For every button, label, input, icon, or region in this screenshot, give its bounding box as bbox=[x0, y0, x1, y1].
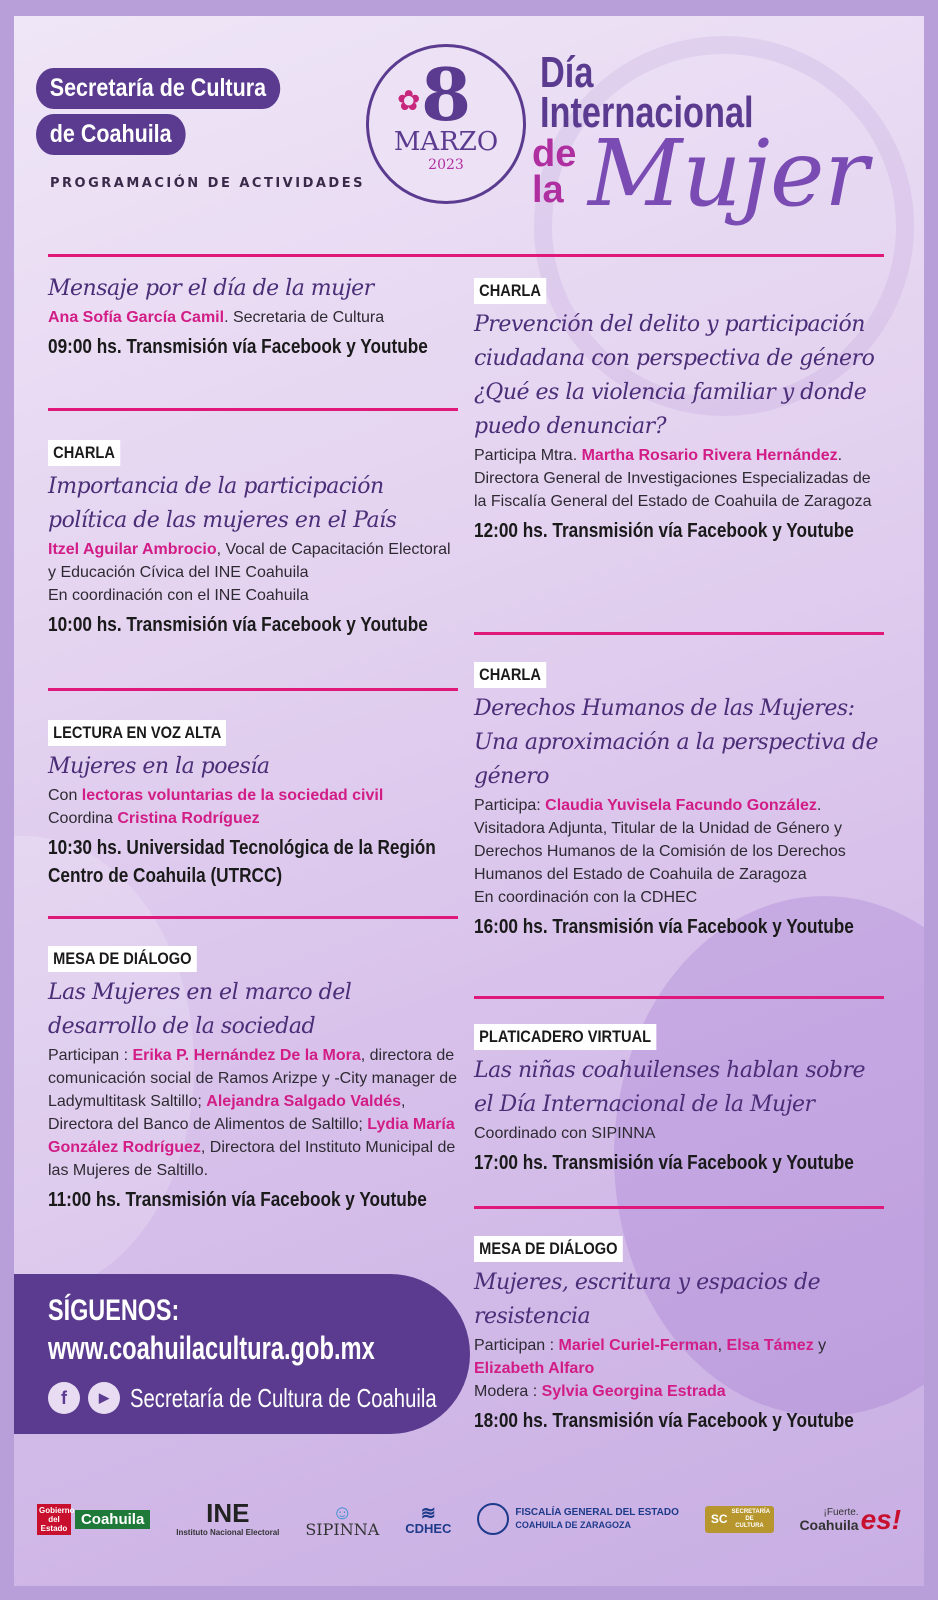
badge-day: 8 bbox=[420, 52, 472, 137]
logo-ine bbox=[176, 1497, 280, 1539]
logo-gobierno-coahuila bbox=[37, 1504, 150, 1535]
event-body bbox=[48, 784, 458, 807]
follow-panel bbox=[14, 1274, 470, 1434]
speaker-role: , Vocal de Capacitación Electoral y Educación Cívica del INE Coahuila bbox=[48, 541, 451, 581]
event-tag: LECTURA EN VOZ ALTA bbox=[48, 720, 226, 746]
divider bbox=[48, 408, 458, 411]
event-body bbox=[474, 794, 884, 886]
cdhec-icon: ≋ bbox=[420, 1502, 436, 1523]
sponsor-logos bbox=[14, 1464, 924, 1574]
body-text: Participan : bbox=[474, 1337, 559, 1354]
body-text: . Directora General de Investigaciones Especializadas de la Fiscalía General del Estado de Coahuila de Zaragoza bbox=[474, 447, 872, 510]
logo-text: SIPINNA bbox=[305, 1519, 380, 1539]
divider bbox=[474, 996, 884, 999]
body-text: Con bbox=[48, 787, 82, 804]
logo-text: Coahuila bbox=[799, 1517, 859, 1533]
social-row bbox=[48, 1382, 523, 1414]
logo-cdhec bbox=[405, 1504, 451, 1535]
body-text: Modera : bbox=[474, 1383, 542, 1400]
divider bbox=[48, 254, 884, 257]
speaker-name: Claudia Yuvisela Facundo González bbox=[545, 797, 817, 814]
event-note: En coordinación con la CDHEC bbox=[474, 889, 698, 906]
event-mesa-mujeres bbox=[48, 946, 458, 1214]
divider bbox=[48, 916, 458, 919]
event-title: Mujeres en la poesía bbox=[48, 754, 270, 779]
body-text: , Directora del Instituto Municipal de las Mujeres de Saltillo. bbox=[48, 1139, 456, 1179]
event-time: 18:00 hs. Transmisión vía Facebook y Youtube bbox=[474, 1410, 854, 1432]
event-tag: CHARLA bbox=[474, 662, 546, 688]
event-time: 11:00 hs. Transmisión vía Facebook y Youtube bbox=[48, 1189, 427, 1211]
org-pill-line2: de Coahuila bbox=[36, 114, 185, 155]
speaker-name: Erika P. Hernández De la Mora bbox=[132, 1047, 361, 1064]
logo-fuerte-coahuila bbox=[799, 1503, 902, 1535]
event-subtitle: ¿Qué es la violencia familiar y donde puedo denunciar? bbox=[474, 380, 867, 439]
org-pill-line1: Secretaría de Cultura bbox=[36, 68, 280, 109]
event-time: 12:00 hs. Transmisión vía Facebook y Youtube bbox=[474, 520, 854, 542]
event-importancia bbox=[48, 440, 458, 639]
logo-sc bbox=[705, 1506, 774, 1533]
badge-month: MARZO bbox=[393, 127, 499, 157]
divider bbox=[48, 688, 458, 691]
event-body bbox=[474, 1334, 884, 1380]
event-body bbox=[48, 1044, 458, 1182]
event-time: 10:00 hs. Transmisión vía Facebook y Youtube bbox=[48, 614, 428, 636]
speaker-name: Elsa Támez bbox=[726, 1337, 814, 1354]
event-body bbox=[474, 1380, 884, 1403]
speaker-name: Lydia María González Rodríguez bbox=[48, 1116, 455, 1156]
event-note: En coordinación con el INE Coahuila bbox=[48, 587, 309, 604]
title-la: la bbox=[532, 169, 564, 211]
body-text: , bbox=[717, 1337, 727, 1354]
title-dia: Día bbox=[540, 48, 594, 97]
event-body: Coordinado con SIPINNA bbox=[474, 1125, 656, 1142]
poster bbox=[14, 16, 924, 1586]
body-text: Participa: bbox=[474, 797, 546, 814]
event-tag: PLATICADERO VIRTUAL bbox=[474, 1024, 656, 1050]
event-time: 10:30 hs. Universidad Tecnológica de la Región Centro de Coahuila (UTRCC) bbox=[48, 837, 436, 887]
logo-text: es! bbox=[860, 1503, 902, 1535]
event-platicadero bbox=[474, 1024, 884, 1177]
programacion-label: PROGRAMACIÓN DE ACTIVIDADES bbox=[50, 176, 365, 191]
event-title: Mujeres, escritura y espacios de resistencia bbox=[474, 1270, 821, 1329]
youtube-icon[interactable]: ▶ bbox=[88, 1382, 120, 1414]
body-text: , directora de comunicación social de Ramos Arizpe y -City manager de Ladymultitask Saltillo; bbox=[48, 1047, 458, 1110]
event-title: Las Mujeres en el marco del desarrollo de la sociedad bbox=[48, 980, 352, 1039]
event-time: 09:00 hs. Transmisión vía Facebook y Youtube bbox=[48, 336, 428, 358]
title-mujer: Mujer bbox=[588, 120, 869, 227]
website-link[interactable]: www.coahuilacultura.gob.mx bbox=[48, 1330, 375, 1366]
speaker-name: Alejandra Salgado Valdés bbox=[206, 1093, 402, 1110]
body-text: Coordina bbox=[48, 810, 118, 827]
body-text: Participan : bbox=[48, 1047, 133, 1064]
speaker-name: Cristina Rodríguez bbox=[117, 810, 260, 827]
event-title: Prevención del delito y participación ciudadana con perspectiva de género bbox=[474, 312, 875, 371]
flower-icon: ✿ bbox=[397, 85, 421, 116]
event-prevencion bbox=[474, 278, 884, 545]
speaker-name: Mariel Curiel-Ferman bbox=[558, 1337, 718, 1354]
logo-text: INE bbox=[206, 1497, 250, 1528]
event-tag: CHARLA bbox=[474, 278, 546, 304]
speaker-name: Itzel Aguilar Ambrocio bbox=[48, 541, 217, 558]
event-body bbox=[474, 444, 884, 513]
speaker-name: Ana Sofía García Camil bbox=[48, 309, 225, 326]
event-time: 17:00 hs. Transmisión vía Facebook y Youtube bbox=[474, 1152, 854, 1174]
event-title: Derechos Humanos de las Mujeres: Una aproximación a la perspectiva de género bbox=[474, 696, 879, 789]
speaker-name: lectoras voluntarias de la sociedad civil bbox=[81, 787, 384, 804]
facebook-icon[interactable]: f bbox=[48, 1382, 80, 1414]
divider bbox=[474, 632, 884, 635]
title-de: de bbox=[532, 133, 577, 175]
body-text: . Visitadora Adjunta, Titular de la Unidad de Género y Derechos Humanos de la Comisión de los Derechos Humanos del Estado de Coahuila de Zaragoza bbox=[474, 797, 846, 883]
date-badge bbox=[366, 44, 526, 204]
event-body bbox=[48, 538, 458, 584]
body-text: y bbox=[813, 1337, 827, 1354]
logo-sipinna bbox=[305, 1501, 380, 1539]
logo-text: Gobierno del Estado bbox=[38, 1505, 75, 1533]
event-title: Importancia de la participación política de las mujeres en el País bbox=[48, 474, 397, 533]
event-title: Las niñas coahuilenses hablan sobre el Día Internacional de la Mujer bbox=[474, 1058, 865, 1117]
event-time: 16:00 hs. Transmisión vía Facebook y Youtube bbox=[474, 916, 854, 938]
badge-year: 2023 bbox=[428, 157, 464, 173]
divider bbox=[474, 1206, 884, 1209]
fiscalia-seal-icon bbox=[477, 1503, 509, 1535]
speaker-role: . Secretaria de Cultura bbox=[224, 309, 385, 326]
logo-text: SECRETARÍA DE CULTURA bbox=[731, 1508, 771, 1529]
event-poesia bbox=[48, 720, 458, 890]
event-tag: CHARLA bbox=[48, 440, 120, 466]
logo-text: SC bbox=[710, 1511, 728, 1526]
speaker-name: Elizabeth Alfaro bbox=[474, 1360, 595, 1377]
follow-label: SÍGUENOS: bbox=[48, 1294, 180, 1327]
logo-text: FISCALÍA GENERAL DEL ESTADO bbox=[515, 1507, 679, 1518]
title-internacional: Internacional bbox=[540, 88, 754, 137]
speaker-name: Martha Rosario Rivera Hernández bbox=[581, 447, 838, 464]
body-text: , Directora del Banco de Alimentos de Saltillo; bbox=[48, 1093, 406, 1133]
event-mensaje bbox=[48, 272, 458, 361]
logo-fiscalia bbox=[477, 1503, 679, 1535]
event-body bbox=[48, 807, 458, 830]
event-tag: MESA DE DIÁLOGO bbox=[48, 946, 197, 972]
logo-text: Coahuila bbox=[75, 1510, 150, 1529]
social-account-name: Secretaría de Cultura de Coahuila bbox=[130, 1382, 437, 1413]
event-body bbox=[48, 306, 458, 329]
logo-text: Instituto Nacional Electoral bbox=[176, 1527, 280, 1537]
logo-text: COAHUILA DE ZARAGOZA bbox=[515, 1520, 632, 1530]
body-text: Participa Mtra. bbox=[474, 447, 582, 464]
logo-text: CDHEC bbox=[405, 1520, 452, 1536]
speaker-name: Sylvia Georgina Estrada bbox=[541, 1383, 726, 1400]
event-derechos bbox=[474, 662, 884, 941]
event-tag: MESA DE DIÁLOGO bbox=[474, 1236, 623, 1262]
event-title: Mensaje por el día de la mujer bbox=[48, 276, 374, 301]
sipinna-icon: ☺ bbox=[332, 1501, 353, 1524]
logo-text: ¡Fuerte. bbox=[823, 1507, 859, 1518]
event-escritura bbox=[474, 1236, 884, 1435]
